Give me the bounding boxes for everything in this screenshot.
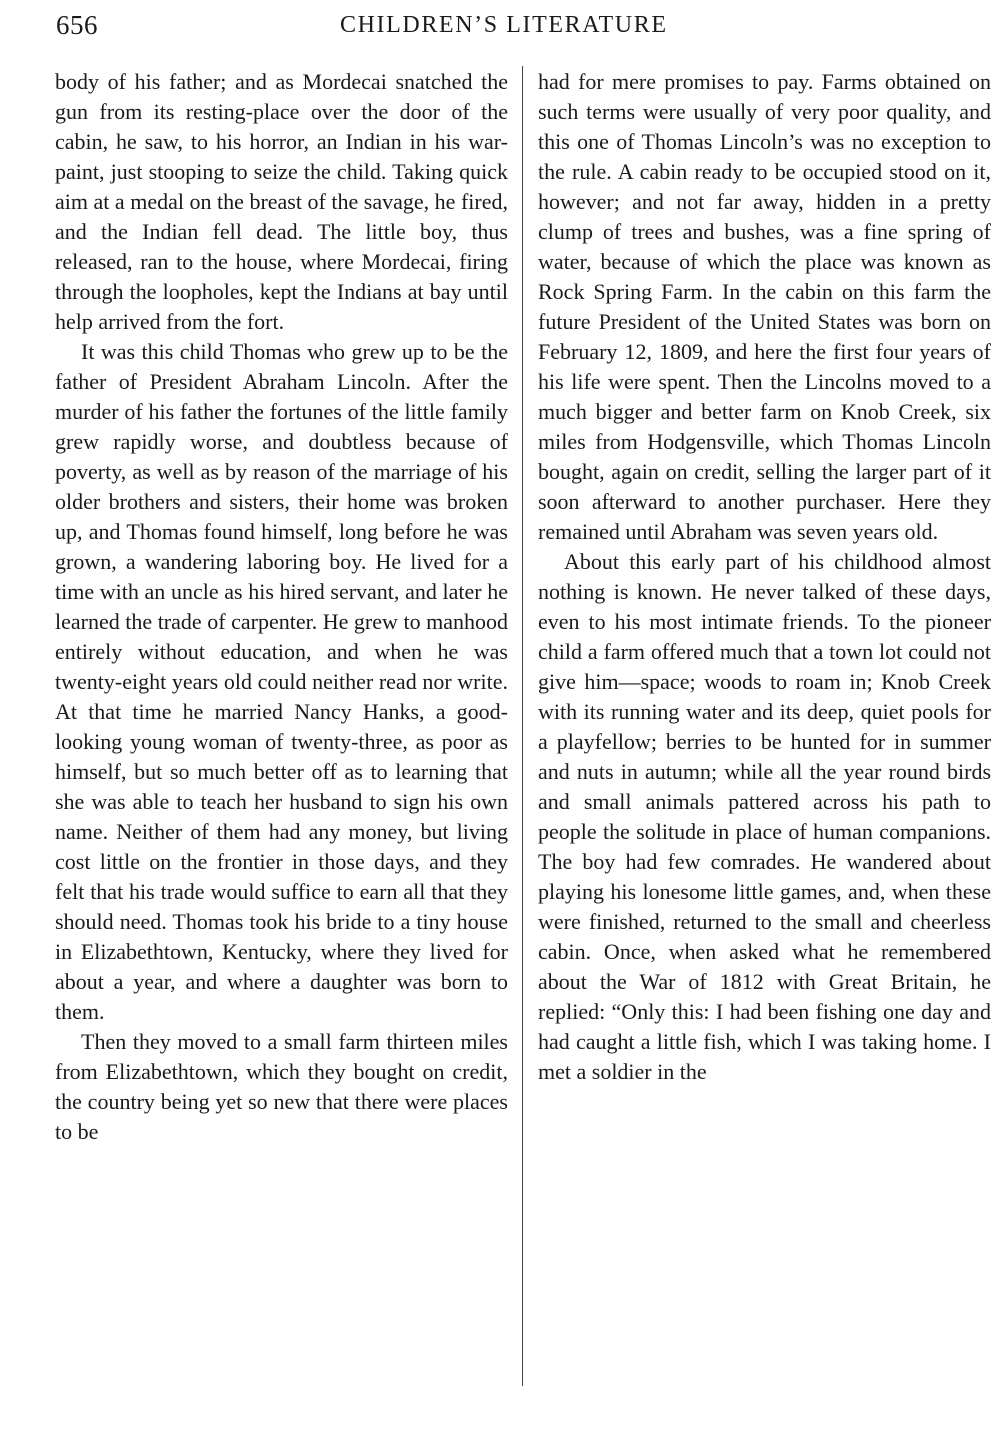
right-column: [538, 67, 991, 1397]
page-header: [40, 8, 985, 48]
paragraph: About this early part of his childhood almost nothing is known. He never talked of these days, even to his most intimate friends. To the pioneer child a farm offered much that a town lot could not give him—space; woods to roam in; Knob Creek with its running water and its deep, quiet pools for a playfellow; berries to be hunted for in summer and nuts in autumn; while all the year round birds and small animals pattered across his path to people the solitude in place of human companions. The boy had few comrades. He wandered about playing his lonesome little games, and, when these were finished, returned to the small and cheerless cabin. Once, when asked what he remembered about the War of 1812 with Great Britain, he replied: “Only this: I had been fishing one day and had caught a little fish, which I was taking home. I met a soldier in the: [538, 549, 991, 1084]
running-title: CHILDREN’S LITERATURE: [340, 12, 668, 38]
column-divider: [522, 66, 523, 1386]
paragraph: Then they moved to a small farm thirteen miles from Elizabethtown, which they bought on credit, the country being yet so new that there were places to be: [55, 1029, 508, 1144]
paragraph: body of his father; and as Mordecai snatched the gun from its resting-place over the door of the cabin, he saw, to his horror, an Indian in his war-paint, just stooping to seize the child. Taking quick aim at a medal on the breast of the savage, he fired, and the Indian fell dead. The little boy, thus released, ran to the house, where Mordecai, firing through the loopholes, kept the Indians at bay until help arrived from the fort.: [55, 69, 508, 334]
page-number: 656: [56, 10, 98, 40]
paragraph: It was this child Thomas who grew up to be the father of President Abraham Lincoln. After the murder of his father the fortunes of the little family grew rapidly worse, and doubtless because of poverty, as well as by reason of the marriage of his older brothers and sisters, their home was broken up, and Thomas found himself, long before he was grown, a wandering laboring boy. He lived for a time with an uncle as his hired servant, and later he learned the trade of carpenter. He grew to manhood entirely without education, and when he was twenty-eight years old could neither read nor write. At that time he married Nancy Hanks, a good-looking young woman of twenty-three, as poor as himself, but so much better off as to learning that she was able to teach her husband to sign his own name. Neither of them had any money, but living cost little on the frontier in those days, and they felt that his trade would suffice to earn all that they should need. Thomas took his bride to a tiny house in Elizabethtown, Kentucky, where they lived for about a year, and where a daughter was born to them.: [55, 339, 508, 1024]
left-column: [55, 67, 508, 1397]
paragraph: had for mere promises to pay. Farms obtained on such terms were usually of very poor quality, and this one of Thomas Lincoln’s was no exception to the rule. A cabin ready to be occupied stood on it, however; and not far away, hidden in a pretty clump of trees and bushes, was a fine spring of water, because of which the place was known as Rock Spring Farm. In the cabin on this farm the future President of the United States was born on February 12, 1809, and here the first four years of his life were spent. Then the Lincolns moved to a much bigger and better farm on Knob Creek, six miles from Hodgensville, which Thomas Lincoln bought, again on credit, selling the larger part of it soon afterward to another purchaser. Here they remained until Abraham was seven years old.: [538, 69, 991, 544]
